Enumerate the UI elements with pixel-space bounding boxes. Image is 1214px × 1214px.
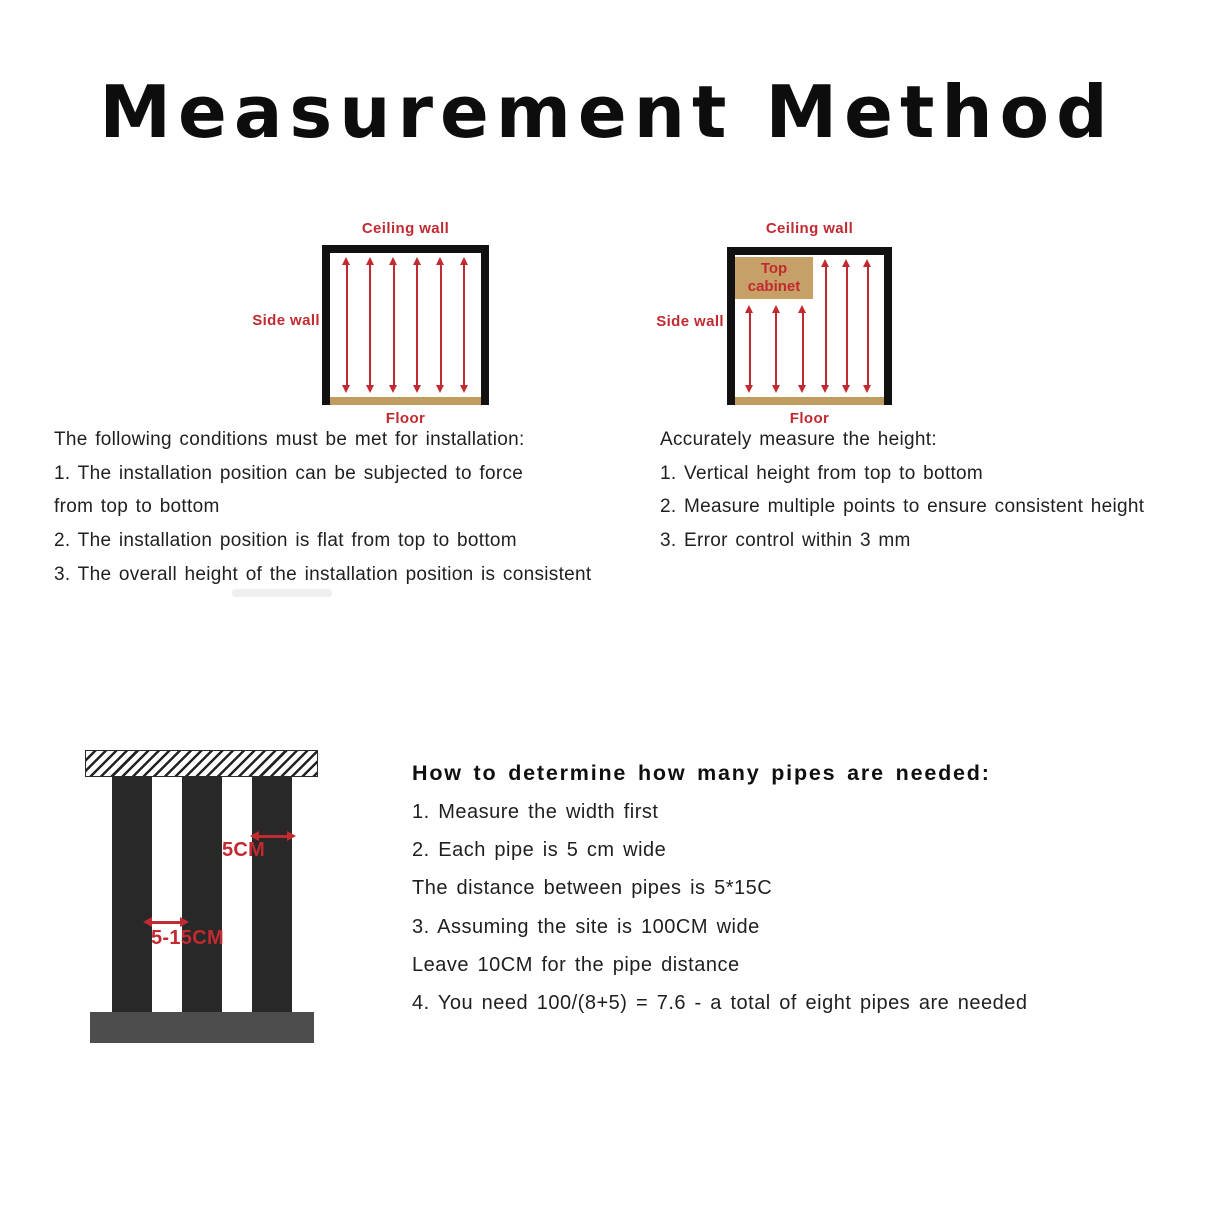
pipe-width-label: 5CM (222, 839, 266, 861)
right-short-measure-arrows (745, 305, 807, 393)
left-floor-label: Floor (385, 410, 426, 427)
left-measure-arrows (342, 257, 469, 393)
left-wall-diagram (322, 245, 489, 405)
pipe-instructions-heading: How to determine how many pipes are needed: (412, 760, 991, 785)
left-ceiling-wall-label: Ceiling wall (361, 220, 450, 237)
pipe-instruction-line: Leave 10CM for the pipe distance (412, 953, 740, 976)
measure-arrow (366, 257, 375, 393)
measure-arrow (389, 257, 398, 393)
floor-base-block (90, 1012, 314, 1043)
pipe-count-instructions (412, 753, 1028, 1023)
condition-line: from top to bottom (54, 496, 220, 518)
left-floor-strip (330, 397, 481, 405)
pipes-group (85, 777, 318, 1012)
pipe (252, 777, 292, 1012)
measure-arrow (772, 305, 781, 393)
right-wall-diagram (727, 247, 892, 405)
page-title: Measurement Method (99, 70, 1115, 154)
faint-artifact (232, 589, 332, 597)
pipe-gap-label: 5-15CM (151, 927, 224, 949)
condition-line: 2. The installation position is flat from top to bottom (54, 529, 517, 551)
right-floor-label: Floor (789, 410, 830, 427)
condition-line: 3. The overall height of the installation position is consistent (54, 563, 592, 585)
height-line: 1. Vertical height from top to bottom (660, 462, 984, 484)
measure-arrow (342, 257, 351, 393)
ceiling-hatch-bar (85, 750, 318, 777)
height-line: 3. Error control within 3 mm (660, 529, 911, 551)
pipe-instruction-line: 3. Assuming the site is 100CM wide (412, 915, 760, 938)
right-floor-strip (735, 397, 884, 405)
pipe (112, 777, 152, 1012)
top-cabinet: Top cabinet (735, 257, 813, 299)
right-side-wall-label: Side wall (656, 313, 724, 330)
measure-arrow (460, 257, 469, 393)
pipe-instruction-line: 4. You need 100/(8+5) = 7.6 - a total of eight pipes are needed (412, 992, 1028, 1015)
pipe-instruction-line: 2. Each pipe is 5 cm wide (412, 838, 667, 861)
pipe-instruction-line: 1. Measure the width first (412, 800, 659, 823)
measure-arrow (798, 305, 807, 393)
height-heading: Accurately measure the height: (660, 428, 937, 450)
measure-arrow (821, 259, 830, 393)
measure-arrow (745, 305, 754, 393)
pipe-instruction-line: The distance between pipes is 5*15C (412, 877, 773, 900)
measure-arrow (436, 257, 445, 393)
right-ceiling-wall-label: Ceiling wall (765, 220, 854, 237)
height-line: 2. Measure multiple points to ensure consistent height (660, 496, 1145, 518)
measure-arrow (413, 257, 422, 393)
height-measurement-steps (660, 423, 1144, 558)
measure-arrow (842, 259, 851, 393)
right-tall-measure-arrows (821, 259, 872, 393)
condition-line: 1. The installation position can be subjected to force (54, 462, 524, 484)
left-side-wall-label: Side wall (252, 312, 320, 329)
installation-conditions (54, 423, 591, 591)
measure-arrow (863, 259, 872, 393)
pipe (182, 777, 222, 1012)
conditions-heading: The following conditions must be met for installation: (54, 428, 525, 450)
